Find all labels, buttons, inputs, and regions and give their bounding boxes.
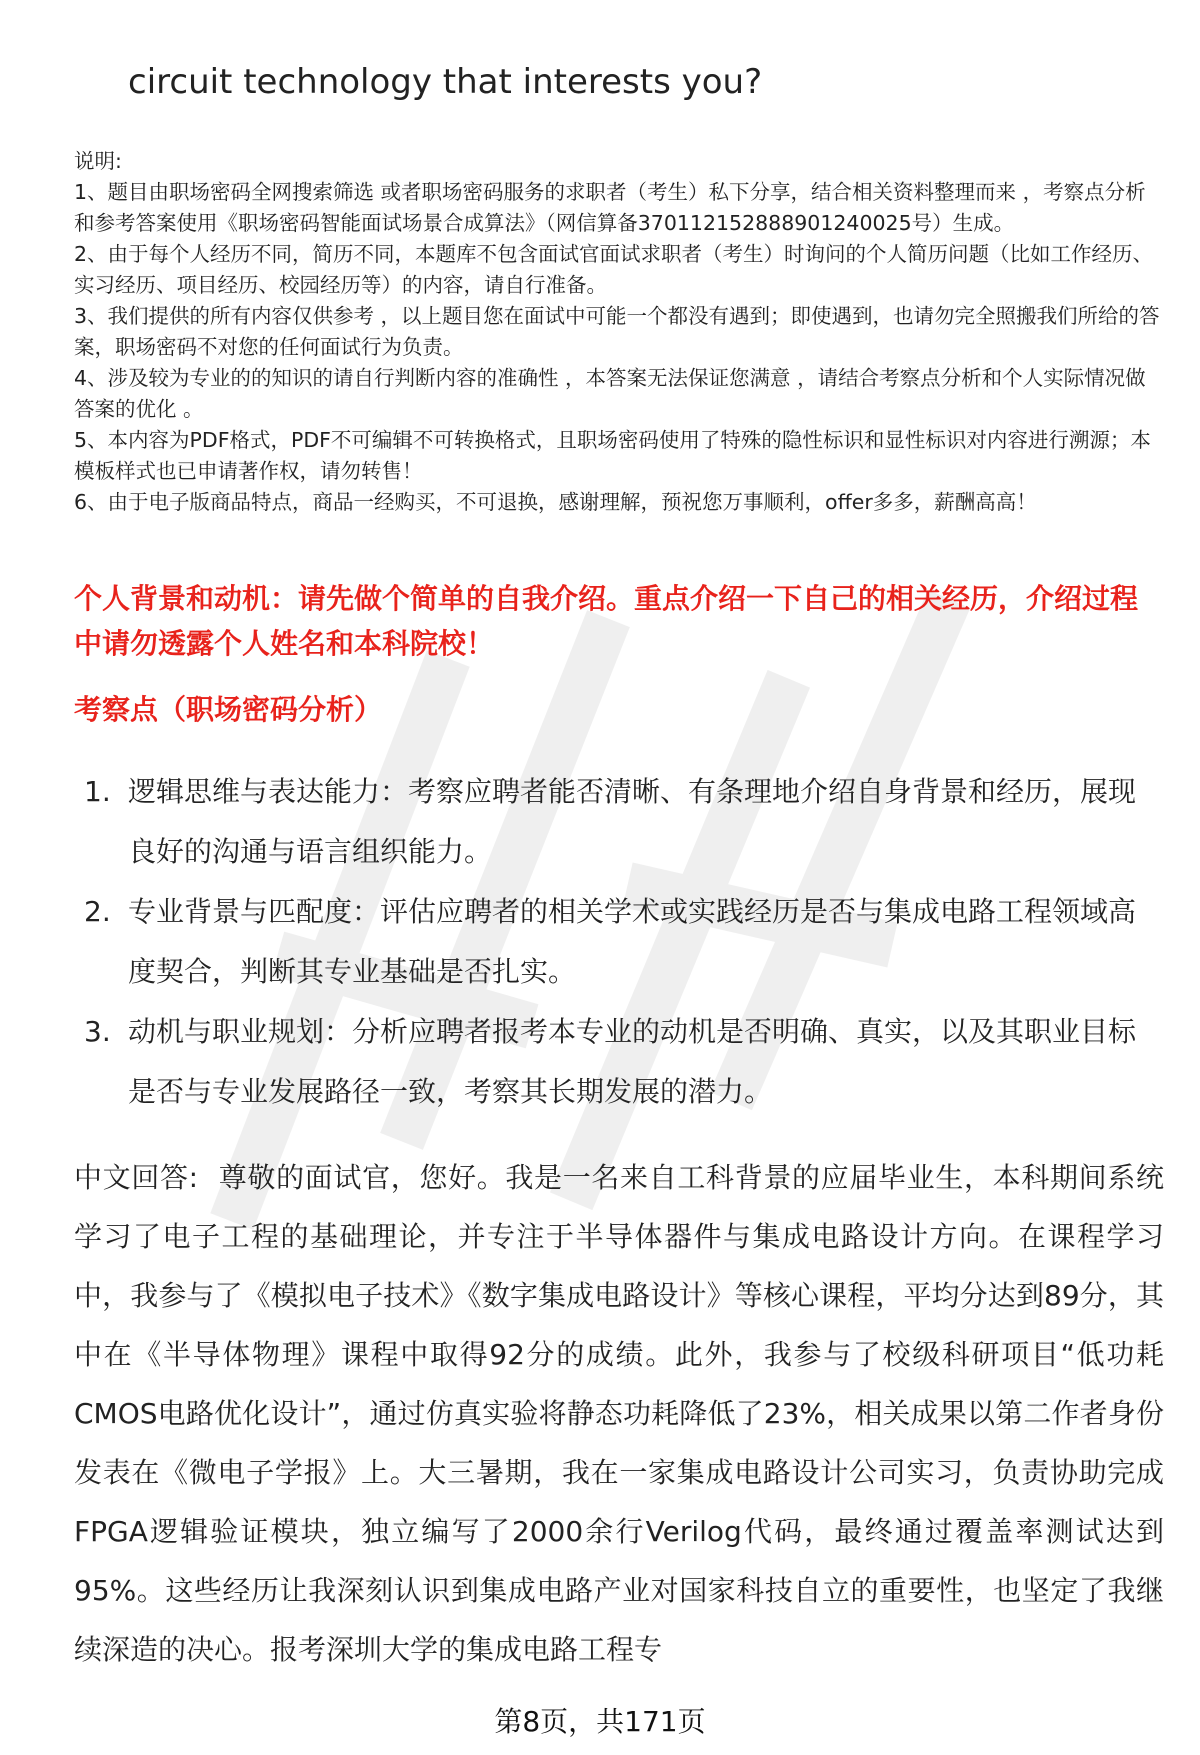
chinese-answer [74, 1148, 1164, 1679]
list-item-number: 1. [84, 775, 111, 808]
list-item-text: 逻辑思维与表达能力：考察应聘者能否清晰、有条理地介绍自身背景和经历，展现良好的沟通与语言组织能力。 [128, 775, 1137, 868]
list-item-text: 动机与职业规划：分析应聘者报考本专业的动机是否明确、真实，以及其职业目标是否与专业发展路径一致，考察其长期发展的潜力。 [128, 1015, 1137, 1108]
note-item: 2、由于每个人经历不同，简历不同，本题库不包含面试官面试求职者（考生）时询问的个人简历问题（比如工作经历、实习经历、项目经历、校园经历等）的内容，请自行准备。 [74, 242, 1154, 297]
notes-section [74, 146, 1160, 518]
note-item: 4、涉及较为专业的的知识的请自行判断内容的准确性 ，本答案无法保证您满意 ，请结合考察点分析和个人实际情况做答案的优化 。 [74, 366, 1146, 421]
analysis-points-list [74, 762, 1154, 1122]
list-item-text: 专业背景与匹配度：评估应聘者的相关学术或实践经历是否与集成电路工程领域高度契合，判断其专业基础是否扎实。 [128, 895, 1137, 988]
list-item [74, 882, 1154, 1002]
list-item [74, 762, 1154, 882]
question-english-tail: circuit technology that interests you? [128, 62, 763, 102]
note-item: 6、由于电子版商品特点，商品一经购买，不可退换，感谢理解，预祝您万事顺利，offer多多，薪酬高高！ [74, 490, 1037, 514]
list-item-number: 3. [84, 1015, 111, 1048]
note-item: 5、本内容为PDF格式，PDF不可编辑不可转换格式，且职场密码使用了特殊的隐性标识和显性标识对内容进行溯源；本模板样式也已申请著作权，请勿转售！ [74, 428, 1151, 483]
list-item [74, 1002, 1154, 1122]
page-number: 第8页，共171页 [494, 1705, 706, 1738]
list-item-number: 2. [84, 895, 111, 928]
answer-label: 中文回答: [74, 1161, 199, 1194]
question-title: 个人背景和动机：请先做个简单的自我介绍。重点介绍一下自己的相关经历，介绍过程中请勿透露个人姓名和本科院校！ [74, 582, 1139, 660]
note-item: 3、我们提供的所有内容仅供参考 ，以上题目您在面试中可能一个都没有遇到；即使遇到，也请勿完全照搬我们所给的答案，职场密码不对您的任何面试行为负责。 [74, 304, 1160, 359]
notes-heading: 说明: [74, 149, 122, 173]
analysis-points-title: 考察点（职场密码分析） [74, 693, 383, 726]
note-item: 1、题目由职场密码全网搜索筛选 或者职场密码服务的求职者（考生）私下分享，结合相关资料整理而来 ，考察点分析和参考答案使用《职场密码智能面试场景合成算法》（网信算备370112152888901240025号）生成。 [74, 180, 1146, 235]
answer-text: 尊敬的面试官，您好。我是一名来自工科背景的应届毕业生，本科期间系统学习了电子工程的基础理论，并专注于半导体器件与集成电路设计方向。在课程学习中，我参与了《模拟电子技术》《数字集成电路设计》等核心课程，平均分达到89分，其中在《半导体物理》课程中取得92分的成绩。此外，我参与了校级科研项目“低功耗CMOS电路优化设计”，通过仿真实验将静态功耗降低了23%，相关成果以第二作者身份发表在《微电子学报》上。大三暑期，我在一家集成电路设计公司实习，负责协助完成FPGA逻辑验证模块，独立编写了2000余行Verilog代码，最终通过覆盖率测试达到95%。这些经历让我深刻认识到集成电路产业对国家科技自立的重要性，也坚定了我继续深造的决心。报考深圳大学的集成电路工程专 [74, 1161, 1164, 1666]
